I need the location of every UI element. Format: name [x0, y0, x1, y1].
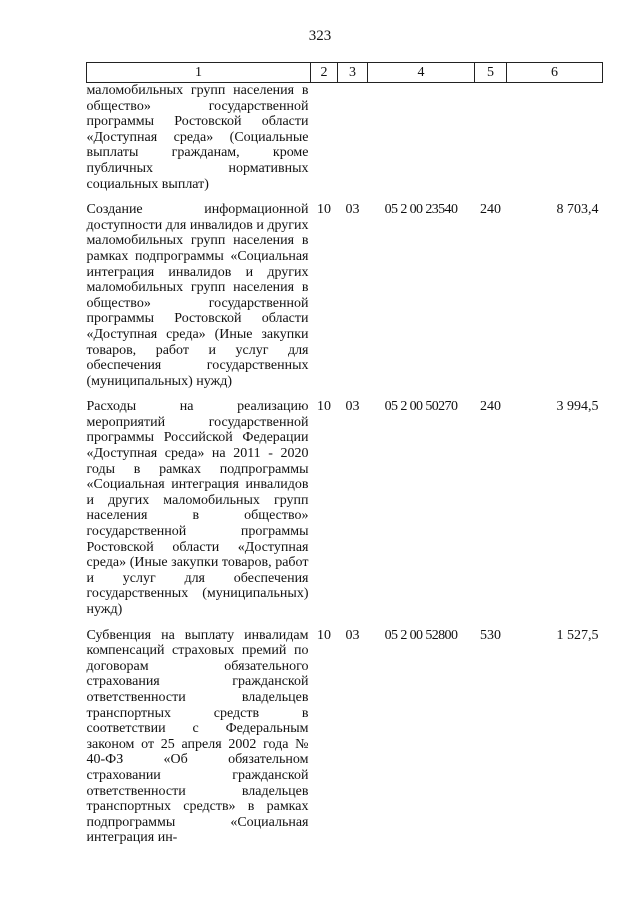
row-description: Субвенция на выплату инвалидам компенсаций страховых премий по договорам обязательного страхования гражданской ответственности владельцев транспортных средств в соответствии с Федеральным законом от 25 апреля 2002 года № 40-ФЗ «Об обязательном страховании гражданской ответственности владельцев транспортных средств» в рамках подпрограммы «Социальная интеграция ин-	[86, 627, 309, 846]
table-row	[87, 628, 603, 846]
table-row	[87, 399, 603, 617]
header-row	[87, 63, 603, 83]
row-section: 10	[317, 627, 331, 643]
row-spacer	[87, 618, 603, 628]
row-expense-type: 240	[480, 399, 501, 415]
header-col-6: 6	[507, 63, 603, 83]
row-subsection: 03	[345, 202, 360, 218]
row-target-code: 05 2 00 50270	[384, 399, 458, 415]
row-subsection: 03	[345, 627, 360, 643]
header-col-4: 4	[368, 63, 475, 83]
row-expense-type: 530	[480, 627, 501, 643]
row-spacer	[87, 389, 603, 399]
header-col-5: 5	[475, 63, 507, 83]
row-expense-type: 240	[480, 202, 501, 218]
row-section	[311, 83, 338, 193]
row-section: 10	[317, 202, 331, 218]
table-row	[87, 83, 603, 193]
table-header	[87, 63, 603, 83]
row-description: маломобильных групп населения в общество» государственной программы Ростовской области «Доступная среда» (Социальные выплаты гражданам, кроме публичных нормативных социальных выплат)	[86, 83, 309, 192]
row-description: Расходы на реализацию мероприятий государственной программы Российской Федерации «Доступная среда» на 2011 - 2020 годы в рамках подпрограммы «Социальная интеграция инвалидов и других маломобильных групп населения в общество» государственной программы Ростовской области «Доступная среда» (Иные закупки товаров, работ и услуг для обеспечения государственных (муниципальных) нужд)	[86, 399, 309, 617]
row-amount: 3 994,5	[556, 399, 599, 415]
row-target-code: 05 2 00 23540	[384, 202, 458, 218]
budget-table	[86, 62, 603, 846]
row-amount: 8 703,4	[556, 202, 599, 218]
page-number: 323	[308, 28, 332, 44]
row-target-code	[368, 83, 475, 193]
row-subsection: 03	[345, 399, 360, 415]
header-col-3: 3	[338, 63, 368, 83]
row-target-code: 05 2 00 52800	[384, 627, 458, 643]
table-row	[87, 202, 603, 389]
row-description: Создание информационной доступности для инвалидов и других маломобильных групп населения в рамках подпрограммы «Социальная интеграция инвалидов и других маломобильных групп населения в общество» государственной программы Ростовской области «Доступная среда» (Иные закупки товаров, работ и услуг для обеспечения государственных (муниципальных) нужд)	[86, 202, 309, 389]
header-col-2: 2	[311, 63, 338, 83]
header-col-1: 1	[87, 63, 311, 83]
row-subsection	[338, 83, 368, 193]
row-amount: 1 527,5	[556, 627, 599, 643]
row-expense-type	[475, 83, 507, 193]
row-spacer	[87, 192, 603, 202]
row-amount	[507, 83, 603, 193]
row-section: 10	[317, 399, 331, 415]
